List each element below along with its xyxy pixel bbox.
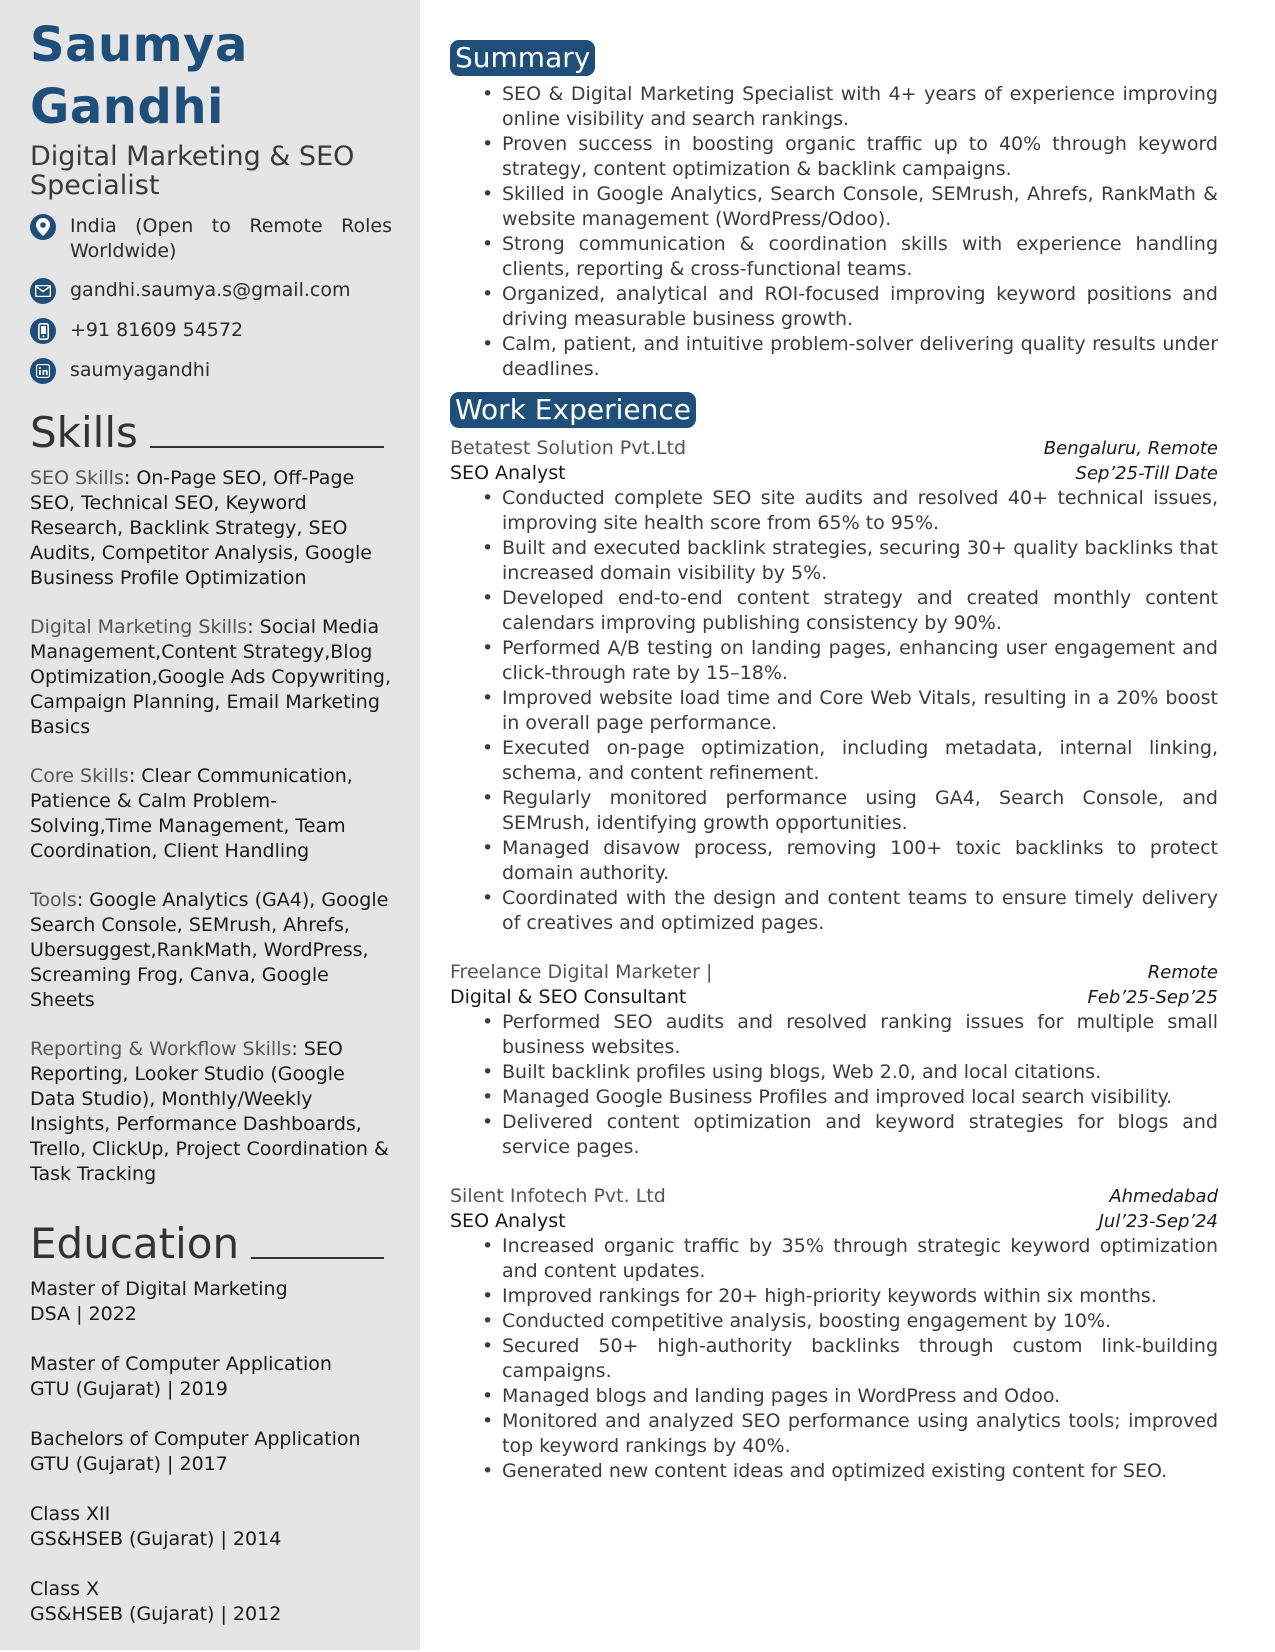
education-item <box>30 1427 392 1477</box>
job-bullet: • Delivered content optimization and keyword strategies for blogs and service pages. <box>502 1110 1218 1160</box>
job-company: Freelance Digital Marketer | <box>450 961 713 983</box>
summary-bullet: • Proven success in boosting organic traffic up to 40% through keyword strategy, content optimization & backlink campaigns. <box>502 132 1218 182</box>
summary-heading: Summary <box>450 40 595 76</box>
location-text: India (Open to Remote Roles Worldwide) <box>70 215 392 262</box>
summary-bullet: • Strong communication & coordination skills with experience handling clients, reporting & cross-functional teams. <box>502 232 1218 282</box>
skill-group-label: Tools <box>30 889 77 911</box>
job-dates: Sep’25-Till Date <box>1075 463 1218 484</box>
job-role: SEO Analyst <box>450 1210 566 1232</box>
skills-title: Skills <box>30 408 138 457</box>
contact-phone[interactable] <box>30 318 392 344</box>
education-detail: GS&HSEB (Gujarat) | 2012 <box>30 1603 282 1625</box>
education-detail: DSA | 2022 <box>30 1303 137 1325</box>
job-bullet: • Performed SEO audits and resolved ranking issues for multiple small business websites. <box>502 1010 1218 1060</box>
skill-group-items: Google Analytics (GA4), Google Search Console, SEMrush, Ahrefs, Ubersuggest,RankMath, WordPress, Screaming Frog, Canva, Google Sheets <box>30 889 389 1011</box>
skills-heading <box>30 410 392 456</box>
job-entry <box>450 960 1218 1160</box>
job-company-row <box>450 960 1218 985</box>
job-company-row <box>450 1184 1218 1209</box>
skill-group: Digital Marketing Skills: Social Media Management,Content Strategy,Blog Optimization,Google Ads Copywriting, Campaign Planning, Email Marketing Basics <box>30 616 391 738</box>
main-content <box>450 40 1218 1484</box>
job-location: Ahmedabad <box>1109 1186 1218 1207</box>
person-name: Saumya Gandhi <box>30 17 248 135</box>
job-bullets <box>450 1234 1218 1484</box>
summary-bullet: • Skilled in Google Analytics, Search Console, SEMrush, Ahrefs, RankMath & website management (WordPress/Odoo). <box>502 182 1218 232</box>
linkedin-handle[interactable]: saumyagandhi <box>70 359 211 381</box>
job-bullet: • Coordinated with the design and content teams to ensure timely delivery of creatives and optimized pages. <box>502 886 1218 936</box>
education-detail: GS&HSEB (Gujarat) | 2014 <box>30 1528 282 1550</box>
job-location: Remote <box>1147 962 1218 983</box>
job-bullet: • Regularly monitored performance using GA4, Search Console, and SEMrush, identifying growth opportunities. <box>502 786 1218 836</box>
education-degree: Master of Computer Application <box>30 1353 332 1375</box>
job-bullet: • Generated new content ideas and optimized existing content for SEO. <box>502 1459 1218 1484</box>
skill-group: Core Skills: Clear Communication, Patience & Calm Problem-Solving,Time Management, Team Coordination, Client Handling <box>30 765 353 862</box>
phone-icon <box>30 318 56 344</box>
email-icon <box>30 278 56 304</box>
job-role-row <box>450 1209 1218 1234</box>
skill-group-items: On-Page SEO, Off-Page SEO, Technical SEO, Keyword Research, Backlink Strategy, SEO Audits, Competitor Analysis, Google Business Profile Optimization <box>30 467 372 589</box>
job-dates: Jul’23-Sep’24 <box>1098 1211 1218 1232</box>
job-dates: Feb’25-Sep’25 <box>1087 987 1218 1008</box>
education-degree: Master of Digital Marketing <box>30 1278 288 1300</box>
skill-group-items: SEO Reporting, Looker Studio (Google Data Studio), Monthly/Weekly Insights, Performance Dashboards, Trello, ClickUp, Project Coordination & Task Tracking <box>30 1038 389 1185</box>
job-role-row <box>450 461 1218 486</box>
education-item <box>30 1352 392 1402</box>
summary-bullet: • SEO & Digital Marketing Specialist with 4+ years of experience improving online visibility and search rankings. <box>502 82 1218 132</box>
contact-list <box>30 214 392 384</box>
education-heading <box>30 1221 392 1267</box>
phone-text[interactable]: +91 81609 54572 <box>70 319 244 341</box>
education-title: Education <box>30 1219 240 1268</box>
education-item <box>30 1277 392 1327</box>
education-degree: Class X <box>30 1578 100 1600</box>
job-bullet: • Increased organic traffic by 35% through strategic keyword optimization and content updates. <box>502 1234 1218 1284</box>
skills-rule <box>150 446 384 448</box>
sidebar-content <box>30 14 392 1652</box>
education-rule <box>251 1257 384 1259</box>
education-detail: GTU (Gujarat) | 2017 <box>30 1453 228 1475</box>
contact-email[interactable] <box>30 278 392 304</box>
contact-linkedin[interactable] <box>30 358 392 384</box>
job-role: SEO Analyst <box>450 462 566 484</box>
job-entry <box>450 1184 1218 1484</box>
skill-group-label: Reporting & Workflow Skills <box>30 1038 292 1060</box>
job-bullet: • Monitored and analyzed SEO performance using analytics tools; improved top keyword rankings by 40%. <box>502 1409 1218 1459</box>
job-company: Betatest Solution Pvt.Ltd <box>450 437 687 459</box>
education-detail: GTU (Gujarat) | 2019 <box>30 1378 228 1400</box>
location-pin-icon <box>30 214 56 240</box>
education-degree: Class XII <box>30 1503 111 1525</box>
sidebar <box>0 0 420 1650</box>
job-bullet: • Built backlink profiles using blogs, Web 2.0, and local citations. <box>502 1060 1218 1085</box>
skill-group-label: Digital Marketing Skills <box>30 616 248 638</box>
job-bullet: • Performed A/B testing on landing pages, enhancing user engagement and click-through rate by 15–18%. <box>502 636 1218 686</box>
skill-group-label: SEO Skills <box>30 467 124 489</box>
job-bullet: • Conducted complete SEO site audits and resolved 40+ technical issues, improving site health score from 65% to 95%. <box>502 486 1218 536</box>
experience-heading: Work Experience <box>450 392 696 428</box>
summary-bullet: • Calm, patient, and intuitive problem-solver delivering quality results under deadlines. <box>502 332 1218 382</box>
job-bullet: • Managed disavow process, removing 100+ toxic backlinks to protect domain authority. <box>502 836 1218 886</box>
job-entry <box>450 436 1218 936</box>
job-bullet: • Conducted competitive analysis, boosting engagement by 10%. <box>502 1309 1218 1334</box>
education-item <box>30 1577 392 1627</box>
job-role-row <box>450 985 1218 1010</box>
job-bullet: • Secured 50+ high-authority backlinks through custom link-building campaigns. <box>502 1334 1218 1384</box>
summary-bullet: • Organized, analytical and ROI-focused improving keyword positions and driving measurable business growth. <box>502 282 1218 332</box>
skill-group-items: Clear Communication, Patience & Calm Problem-Solving,Time Management, Team Coordination, Client Handling <box>30 765 353 862</box>
contact-location <box>30 214 392 264</box>
education-degree: Bachelors of Computer Application <box>30 1428 361 1450</box>
job-bullet: • Managed Google Business Profiles and improved local search visibility. <box>502 1085 1218 1110</box>
education-item <box>30 1502 392 1552</box>
job-bullets <box>450 486 1218 936</box>
skill-group: Reporting & Workflow Skills: SEO Reporting, Looker Studio (Google Data Studio), Monthly/Weekly Insights, Performance Dashboards, Trello, ClickUp, Project Coordination & Task Tracking <box>30 1038 389 1185</box>
job-bullet: • Improved website load time and Core Web Vitals, resulting in a 20% boost in overall page performance. <box>502 686 1218 736</box>
job-bullets <box>450 1010 1218 1160</box>
job-bullet: • Developed end-to-end content strategy and created monthly content calendars improving publishing consistency by 90%. <box>502 586 1218 636</box>
skill-group-items: Social Media Management,Content Strategy,Blog Optimization,Google Ads Copywriting, Campaign Planning, Email Marketing Basics <box>30 616 391 738</box>
job-bullet: • Managed blogs and landing pages in WordPress and Odoo. <box>502 1384 1218 1409</box>
job-bullet: • Built and executed backlink strategies, securing 30+ quality backlinks that increased domain visibility by 5%. <box>502 536 1218 586</box>
job-company: Silent Infotech Pvt. Ltd <box>450 1185 666 1207</box>
job-role: Digital & SEO Consultant <box>450 986 687 1008</box>
job-title: Digital Marketing & SEO Specialist <box>30 141 355 201</box>
skill-group: Tools: Google Analytics (GA4), Google Search Console, SEMrush, Ahrefs, Ubersuggest,RankMath, WordPress, Screaming Frog, Canva, Google Sheets <box>30 889 389 1011</box>
linkedin-icon <box>30 358 56 384</box>
skill-group-label: Core Skills <box>30 765 129 787</box>
email-link[interactable]: gandhi.saumya.s@gmail.com <box>70 279 351 301</box>
job-location: Bengaluru, Remote <box>1043 438 1218 459</box>
job-bullet: • Improved rankings for 20+ high-priority keywords within six months. <box>502 1284 1218 1309</box>
job-bullet: • Executed on-page optimization, including metadata, internal linking, schema, and content refinement. <box>502 736 1218 786</box>
summary-list <box>450 82 1218 382</box>
job-company-row <box>450 436 1218 461</box>
skill-group: SEO Skills: On-Page SEO, Off-Page SEO, Technical SEO, Keyword Research, Backlink Strategy, SEO Audits, Competitor Analysis, Google Business Profile Optimization <box>30 467 372 589</box>
